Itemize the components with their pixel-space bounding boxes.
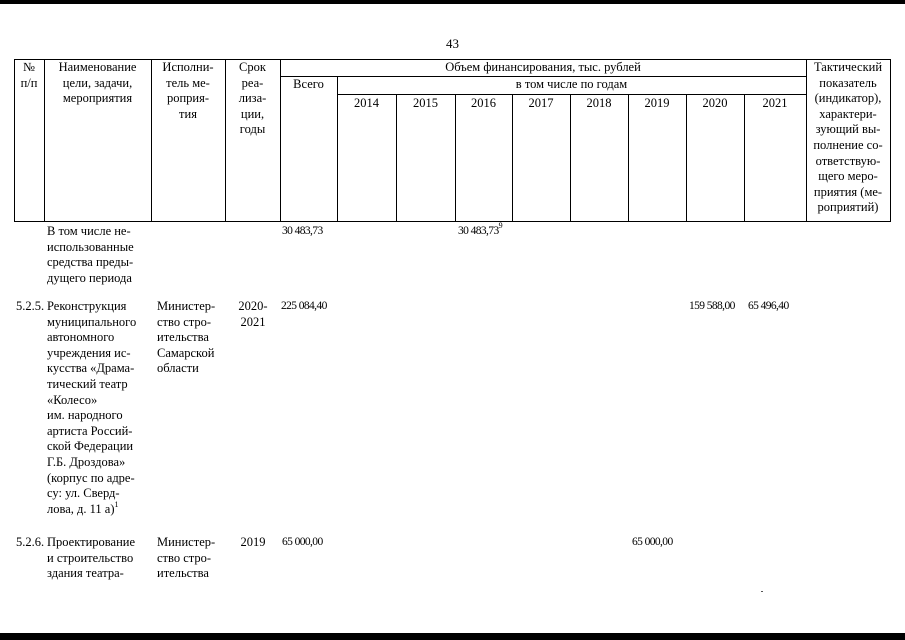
row-number: 5.2.6. [16, 535, 45, 549]
row-term: 2020- 2021 [238, 299, 268, 329]
row-2021-value: 65 496,40 [748, 300, 789, 312]
row-total: 65 000,00 [282, 536, 323, 548]
header-year-2019: 2019 [644, 96, 670, 110]
row-name-text: Реконструкция муниципального автономного учреждения ис- кусства «Драма- тический театр «Колесо» им. народного артиста Россий- ской Федерации Г.Б. Дроздова» (корпус по адре- су: ул. Сверд- лова, д. 11 а) [47, 299, 137, 516]
top-border [0, 0, 905, 4]
header-year-2014: 2014 [354, 96, 379, 110]
row-executor: Министер- ство стро- ительства [157, 535, 216, 581]
header-funding-title: Объем финансирования, тыс. рублей [445, 60, 641, 74]
header-year-2021: 2021 [762, 96, 788, 110]
header-col-executor: Исполни- тель ме- роприя- тия [162, 60, 214, 121]
footnote-ref: 1 [114, 499, 119, 509]
header-year-2015: 2015 [413, 96, 438, 110]
footnote-ref: 9 [498, 221, 503, 230]
row-total: 30 483,73 [282, 225, 323, 237]
row-name [47, 299, 157, 517]
row-total: 225 084,40 [281, 300, 327, 312]
header-year-2018: 2018 [586, 96, 612, 110]
row-name: Проектирование и строительство здания театра- [47, 535, 136, 581]
row-name: В том числе не- использованные средства преды- дущего периода [47, 224, 134, 285]
header-col-number: № п/п [20, 60, 38, 90]
row-2020-value: 159 588,00 [689, 300, 735, 312]
bottom-border [0, 633, 905, 640]
header-by-years: в том числе по годам [515, 77, 628, 91]
row-number: 5.2.5. [16, 299, 45, 313]
row-term: 2019 [240, 535, 266, 549]
header-total: Всего [293, 77, 324, 91]
header-year-2017: 2017 [528, 96, 554, 110]
header-year-2020: 2020 [702, 96, 728, 110]
page-number: 43 [446, 36, 459, 51]
row-2016-value [458, 221, 503, 240]
scan-speck [761, 591, 763, 592]
header-col-term: Срок реа- лиза- ции, годы [238, 60, 267, 137]
header-year-2016: 2016 [471, 96, 496, 110]
row-2019-value: 65 000,00 [632, 536, 673, 548]
header-col-name: Наименование цели, задачи, мероприятия [58, 60, 137, 106]
row-2016-amount: 30 483,73 [458, 225, 499, 237]
header-col-indicator: Тактический показатель (индикатор), характери- зующий вы- полнение со- ответствую- щего меро- приятия (ме- роприятий) [813, 60, 883, 215]
row-executor: Министер- ство стро- ительства Самарской области [157, 299, 216, 376]
